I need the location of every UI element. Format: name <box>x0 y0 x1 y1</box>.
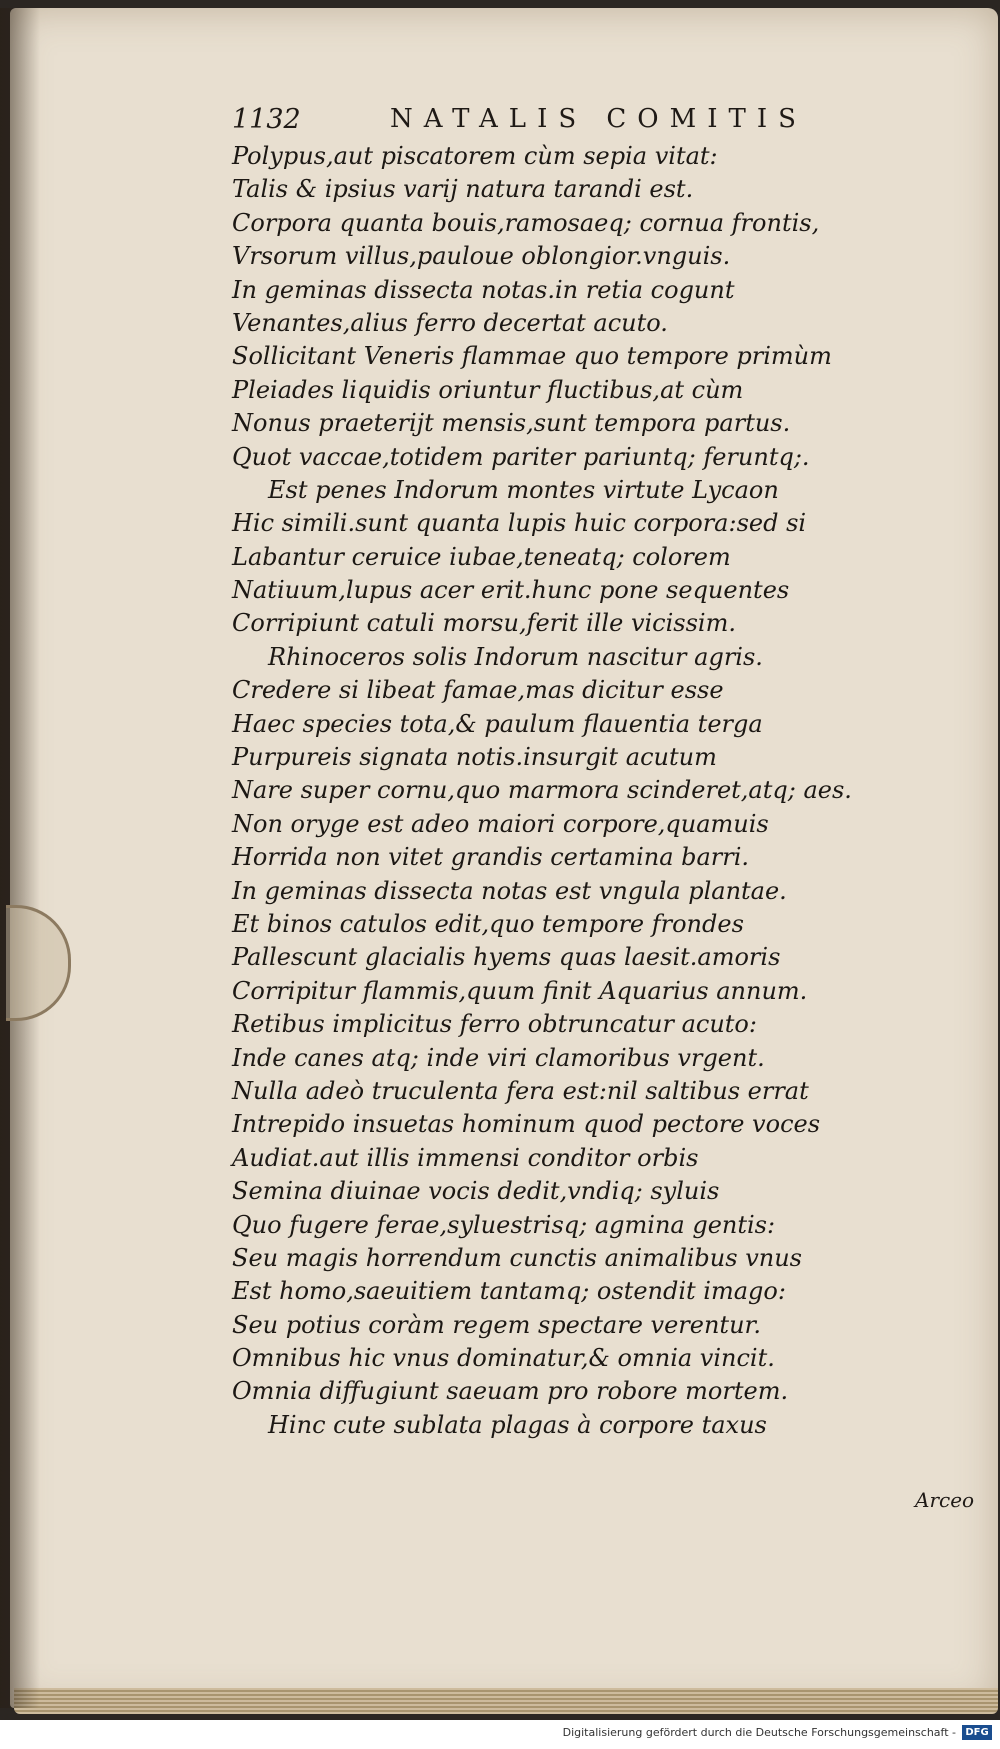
verse-line: Horrida non vitet grandis certamina barri. <box>232 843 750 872</box>
verse-line: Nulla adeò truculenta fera est:nil saltibus errat <box>232 1076 809 1105</box>
verse-line: Semina diuinae vocis dedit,vndiq; syluis <box>232 1177 720 1206</box>
verse-line: Sollicitant Veneris flammae quo tempore primùm <box>232 342 832 371</box>
spine-shadow <box>0 8 40 1708</box>
verse-line: Natiuum,lupus acer erit.hunc pone sequentes <box>232 576 790 605</box>
verse-line: Non oryge est adeo maiori corpore,quamuis <box>232 809 769 838</box>
verse-line: Retibus implicitus ferro obtruncatur acuto: <box>232 1010 757 1039</box>
verse-line: In geminas dissecta notas est vngula plantae. <box>232 876 787 905</box>
verse-line: Omnibus hic vnus dominatur,& omnia vincit. <box>232 1344 775 1373</box>
verse-line: Purpureis signata notis.insurgit acutum <box>232 743 717 772</box>
verse-line: Omnia diffugiunt saeuam pro robore mortem. <box>232 1377 789 1406</box>
verse-line: Et binos catulos edit,quo tempore frondes <box>232 909 744 938</box>
verse-line: Venantes,alius ferro decertat acuto. <box>232 308 668 337</box>
verse-line: Seu magis horrendum cunctis animalibus vnus <box>232 1243 802 1272</box>
verse-line: Talis & ipsius varij natura tarandi est. <box>232 175 694 204</box>
page-number: 1132 <box>232 104 301 135</box>
verse-line: Corpora quanta bouis,ramosaeq; cornua frontis, <box>232 208 820 237</box>
catchword: Arceo <box>915 1488 975 1512</box>
verse-line: Audiat.aut illis immensi conditor orbis <box>232 1143 699 1172</box>
verse-line: Seu potius coràm regem spectare verentur. <box>232 1310 761 1339</box>
verse-line: Est homo,saeuitiem tantamq; ostendit imago: <box>232 1277 786 1306</box>
verse-line: Corripiunt catuli morsu,ferit ille vicissim. <box>232 609 736 638</box>
verse-line: Hic simili.sunt quanta lupis huic corpora:sed si <box>232 509 807 538</box>
verse-line: Quot vaccae,totidem pariter pariuntq; feruntq;. <box>232 442 810 471</box>
verse-line: Pleiades liquidis oriuntur fluctibus,at cùm <box>232 375 744 404</box>
verse-line: Intrepido insuetas hominum quod pectore voces <box>232 1110 821 1139</box>
verse-line: Hinc cute sublata plagas à corpore taxus <box>268 1410 767 1439</box>
verse-line: Pallescunt glacialis hyems quas laesit.amoris <box>232 943 781 972</box>
footer-bar <box>0 1720 1000 1749</box>
page-edges <box>14 1688 998 1714</box>
verse-line: Inde canes atq; inde viri clamoribus vrgent. <box>232 1043 765 1072</box>
verse-line: Rhinoceros solis Indorum nascitur agris. <box>268 642 763 671</box>
verse-line: Credere si libeat famae,mas dicitur esse <box>232 676 724 705</box>
verse-line: Labantur ceruice iubae,teneatq; colorem <box>232 542 731 571</box>
verse-line: Vrsorum villus,pauloue oblongior.vnguis. <box>232 242 731 271</box>
verse-line: Nonus praeterijt mensis,sunt tempora partus. <box>232 409 791 438</box>
verse-line: Polypus,aut piscatorem cùm sepia vitat: <box>232 142 718 170</box>
verse-line: Est penes Indorum montes virtute Lycaon <box>268 475 779 504</box>
dfg-logo: DFG <box>962 1725 992 1740</box>
verse-block <box>232 140 852 1442</box>
verse-line: In geminas dissecta notas.in retia cogunt <box>232 275 735 304</box>
verse-line: Corripitur flammis,quum finit Aquarius annum. <box>232 976 808 1005</box>
funding-credit: Digitalisierung gefördert durch die Deutsche Forschungsgemeinschaft - <box>562 1726 956 1739</box>
running-head: NATALIS COMITIS <box>390 104 807 134</box>
verse-line: Haec species tota,& paulum flauentia terga <box>232 709 763 738</box>
verse-line: Nare super cornu,quo marmora scinderet,atq; aes. <box>232 776 852 805</box>
verse-line: Quo fugere ferae,syluestrisq; agmina gentis: <box>232 1210 776 1239</box>
